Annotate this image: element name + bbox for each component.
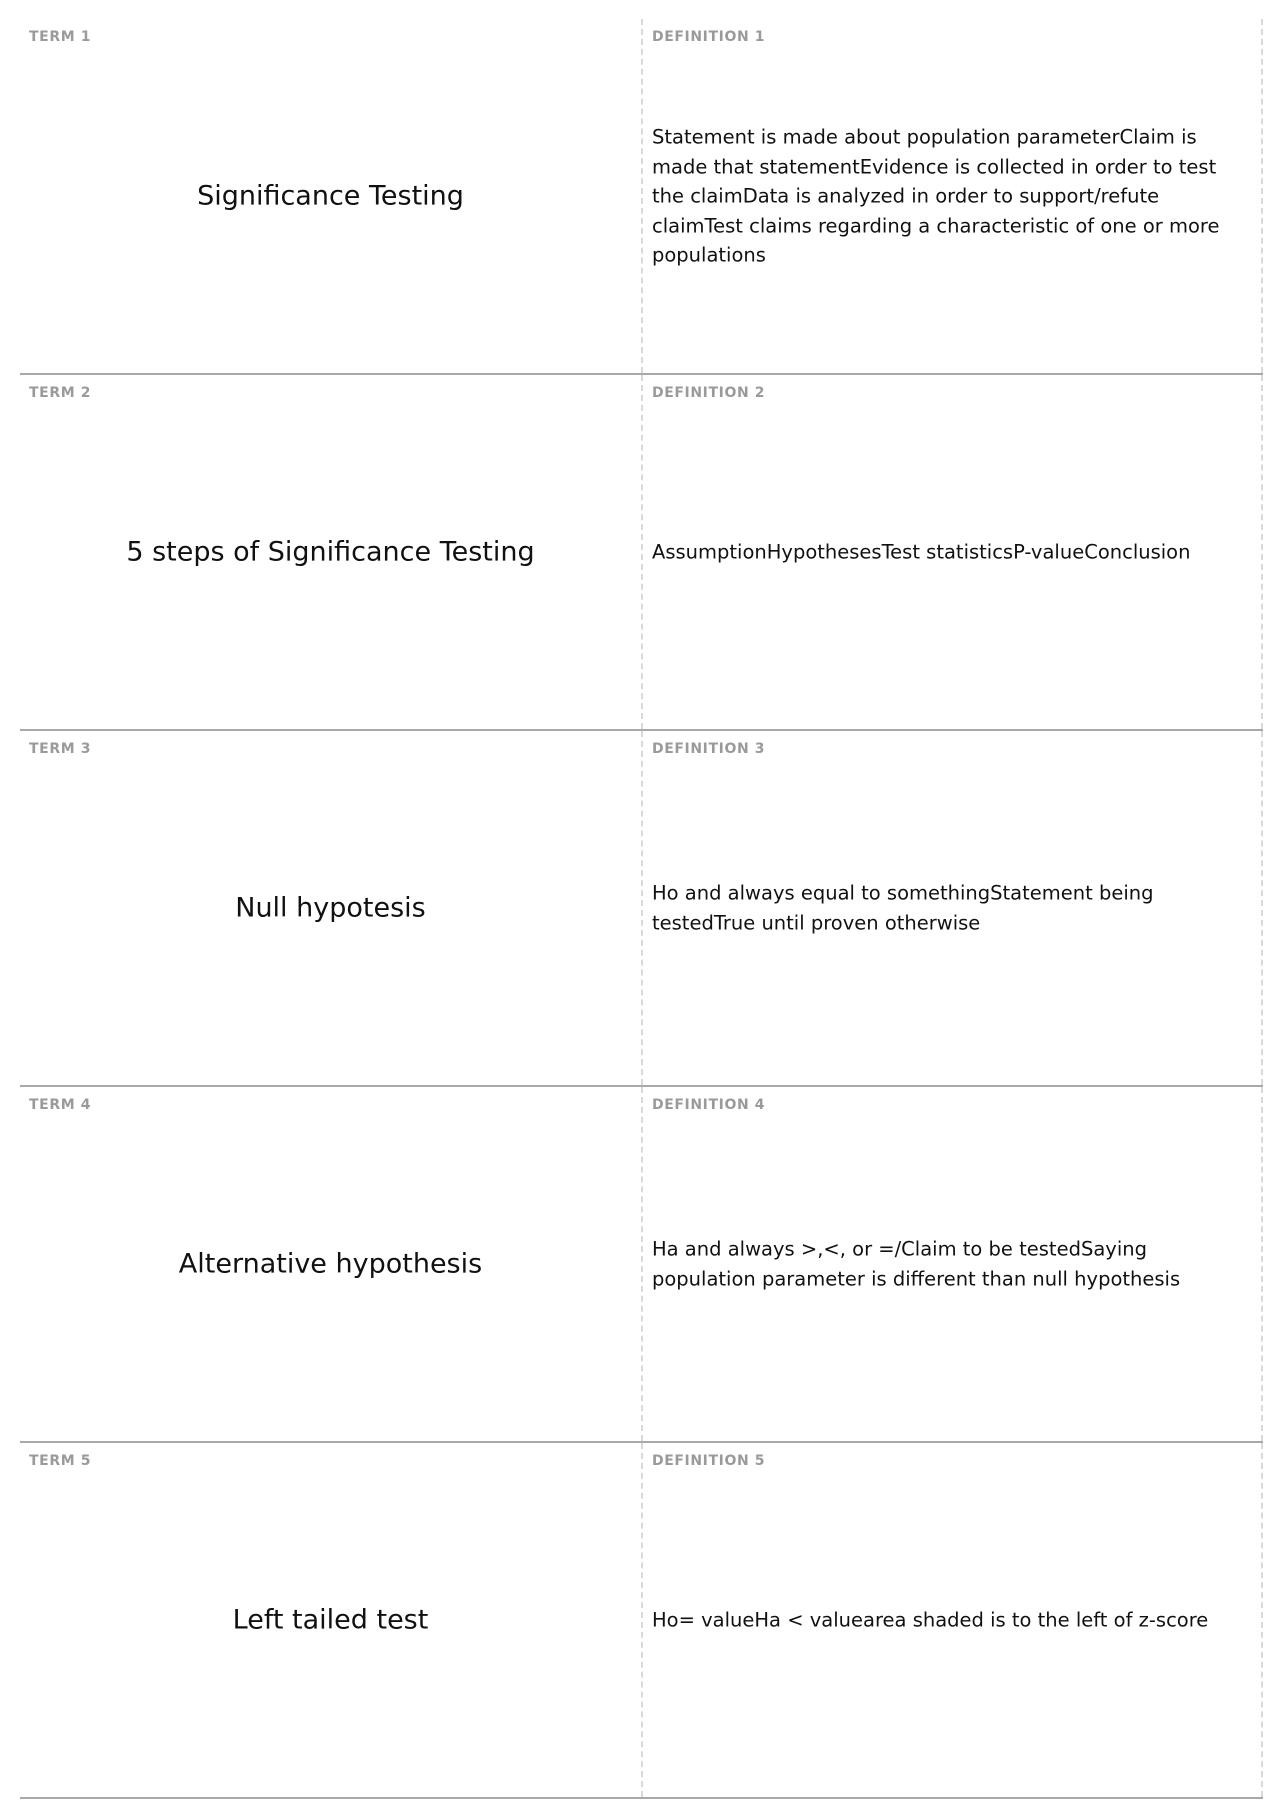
definition-text: Ha and always >,<, or =/Claim to be testedSaying population parameter is different than null hypothesis	[652, 1237, 1181, 1290]
definition-label: DEFINITION 2	[652, 385, 766, 401]
flashcard-sheet	[20, 19, 1263, 1799]
definition-label: DEFINITION 1	[652, 29, 766, 45]
term-label: TERM 3	[29, 741, 92, 757]
term-label: TERM 5	[29, 1453, 92, 1469]
definition-label: DEFINITION 4	[652, 1097, 766, 1113]
term-cell	[20, 1443, 643, 1797]
term-text: Significance Testing	[197, 180, 464, 212]
term-label: TERM 2	[29, 385, 92, 401]
term-cell	[20, 1087, 643, 1441]
definition-text: Ho= valueHa < valuearea shaded is to the left of z-score	[652, 1608, 1209, 1632]
definition-cell	[643, 731, 1263, 1085]
definition-text: Ho and always equal to somethingStatement being testedTrue until proven otherwise	[652, 881, 1154, 934]
definition-cell	[643, 19, 1263, 373]
term-text: Left tailed test	[232, 1604, 429, 1636]
flashcard-row	[20, 1087, 1263, 1443]
definition-label: DEFINITION 5	[652, 1453, 766, 1469]
definition-text: AssumptionHypothesesTest statisticsP-valueConclusion	[652, 540, 1191, 564]
definition-cell	[643, 1087, 1263, 1441]
term-label: TERM 1	[29, 29, 92, 45]
term-text: 5 steps of Significance Testing	[126, 536, 535, 568]
term-cell	[20, 731, 643, 1085]
definition-label: DEFINITION 3	[652, 741, 766, 757]
definition-cell	[643, 375, 1263, 729]
definition-cell	[643, 1443, 1263, 1797]
term-label: TERM 4	[29, 1097, 92, 1113]
term-text: Null hypotesis	[235, 892, 426, 924]
flashcard-row	[20, 375, 1263, 731]
term-cell	[20, 375, 643, 729]
flashcard-row	[20, 1443, 1263, 1799]
definition-text: Statement is made about population parameterClaim is made that statementEvidence is collected in order to test the claimData is analyzed in order to support/refute claimTest claims regarding a characteristic of one or more populations	[652, 125, 1220, 267]
term-text: Alternative hypothesis	[178, 1248, 483, 1280]
term-cell	[20, 19, 643, 373]
flashcard-row	[20, 731, 1263, 1087]
flashcard-row	[20, 19, 1263, 375]
